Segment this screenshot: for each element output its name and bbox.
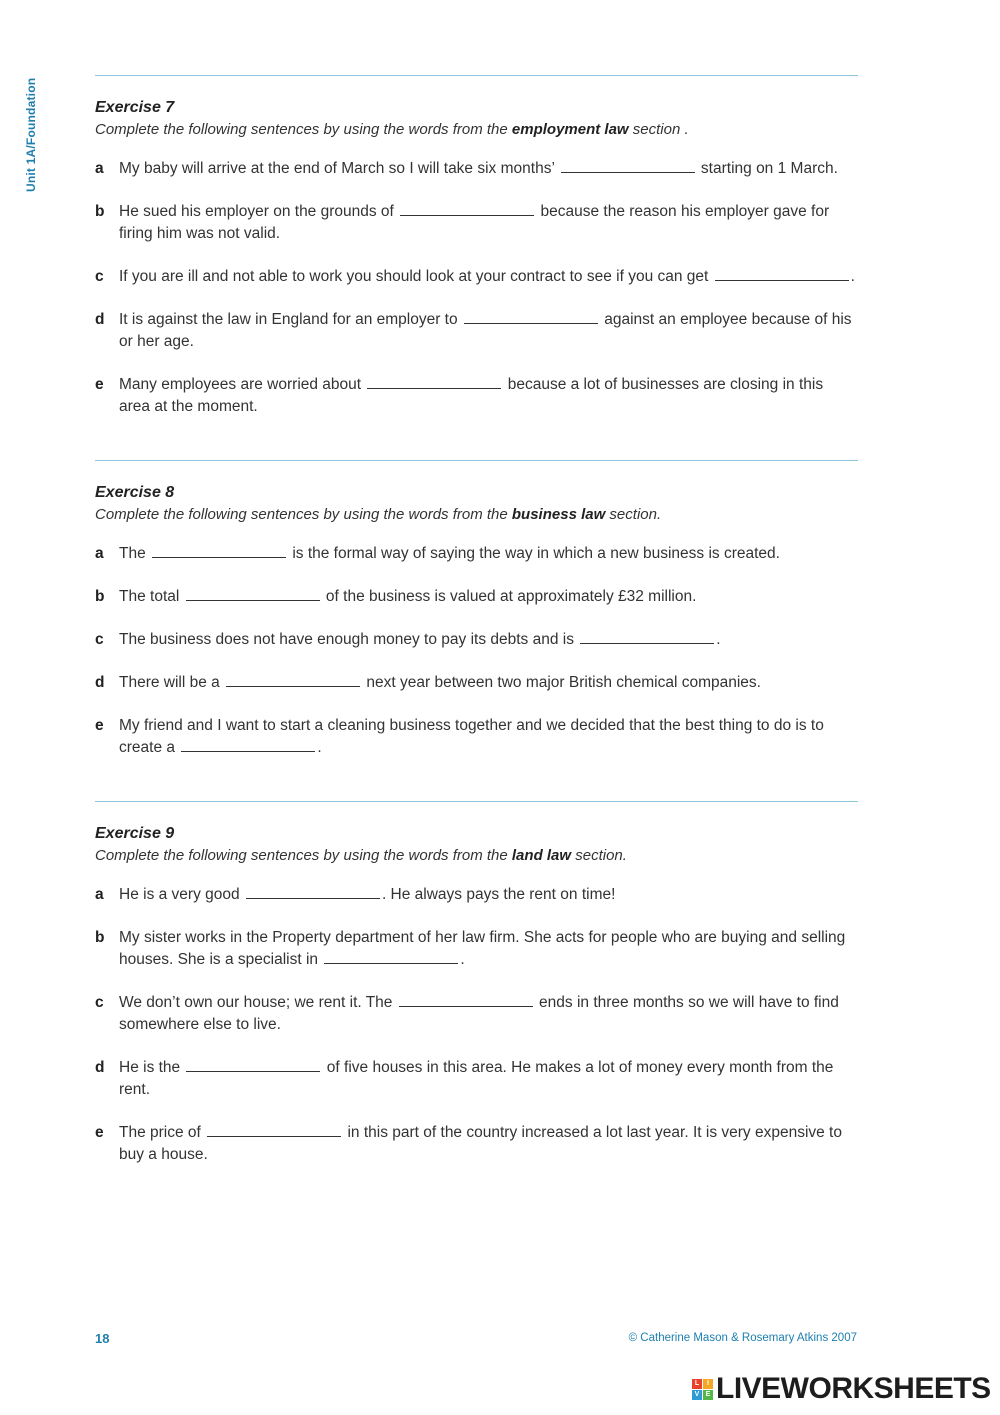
exercise-title: Exercise 9 (95, 825, 175, 842)
question-letter: b (95, 588, 105, 605)
section-divider (95, 460, 858, 461)
exercise-title: Exercise 8 (95, 484, 175, 501)
question-letter: e (95, 717, 104, 734)
question-item: a My baby will arrive at the end of March so I will take six months’ starting on 1 March. (95, 158, 858, 180)
brand-wordmark: LIVEWORKSHEETS (716, 1372, 991, 1405)
exercise-instruction: Complete the following sentences by using the words from the employment law section . (95, 121, 689, 138)
answer-blank[interactable] (246, 884, 380, 899)
question-item: b The total of the business is valued at approximately £32 million. (95, 586, 858, 608)
exercise-8 (95, 460, 858, 759)
answer-blank[interactable] (207, 1122, 341, 1137)
exercise-title: Exercise 7 (95, 99, 175, 116)
exercise-7 (95, 75, 858, 418)
section-divider (95, 801, 858, 802)
answer-blank[interactable] (464, 309, 598, 324)
answer-blank[interactable] (561, 158, 695, 173)
question-letter: d (95, 674, 105, 691)
answer-blank[interactable] (181, 737, 315, 752)
logo-tile: E (703, 1390, 713, 1400)
logo-tile: L (692, 1379, 702, 1389)
exercise-instruction: Complete the following sentences by using the words from the land law section. (95, 847, 627, 864)
question-item: b My sister works in the Property department of her law firm. She acts for people who are buying and selling houses. She is a specialist in . (95, 929, 846, 968)
question-item: d It is against the law in England for an employer to against an employee because of his or her age. (95, 311, 852, 350)
question-letter: b (95, 929, 105, 946)
question-letter: e (95, 376, 104, 393)
question-item: a The is the formal way of saying the way in which a new business is created. (95, 543, 858, 565)
answer-blank[interactable] (580, 629, 714, 644)
question-letter: d (95, 1059, 105, 1076)
question-letter: a (95, 886, 104, 903)
question-item: d He is the of five houses in this area. He makes a lot of money every month from the rent. (95, 1059, 834, 1098)
question-item: c If you are ill and not able to work you should look at your contract to see if you can get . (95, 266, 858, 288)
question-item: c We don’t own our house; we rent it. The ends in three months so we will have to find somewhere else to live. (95, 994, 839, 1033)
question-item: e The price of in this part of the country increased a lot last year. It is very expensive to buy a house. (95, 1124, 842, 1163)
question-letter: c (95, 994, 104, 1011)
question-letter: b (95, 203, 105, 220)
question-item: b He sued his employer on the grounds of because the reason his employer gave for firing him was not valid. (95, 203, 830, 242)
answer-blank[interactable] (186, 1057, 320, 1072)
liveworksheets-logo-icon (692, 1379, 713, 1400)
answer-blank[interactable] (186, 586, 320, 601)
answer-blank[interactable] (399, 992, 533, 1007)
answer-blank[interactable] (367, 374, 501, 389)
section-divider (95, 75, 858, 76)
question-item: a He is a very good . He always pays the rent on time! (95, 884, 858, 906)
exercise-9 (95, 801, 858, 1166)
logo-tile: I (703, 1379, 713, 1389)
answer-blank[interactable] (324, 949, 458, 964)
liveworksheets-brand[interactable] (692, 1372, 991, 1406)
copyright-notice: © Catherine Mason & Rosemary Atkins 2007 (628, 1332, 857, 1344)
exercise-instruction: Complete the following sentences by using the words from the business law section. (95, 506, 662, 523)
question-letter: c (95, 631, 104, 648)
question-item: d There will be a next year between two major British chemical companies. (95, 672, 858, 694)
unit-side-label: Unit 1A/Foundation (24, 77, 38, 192)
question-letter: a (95, 160, 104, 177)
answer-blank[interactable] (400, 201, 534, 216)
question-letter: a (95, 545, 104, 562)
answer-blank[interactable] (152, 543, 286, 558)
page-number: 18 (95, 1331, 110, 1346)
answer-blank[interactable] (715, 266, 849, 281)
question-item: e Many employees are worried about because a lot of businesses are closing in this area at the moment. (95, 376, 824, 415)
question-letter: e (95, 1124, 104, 1141)
answer-blank[interactable] (226, 672, 360, 687)
question-letter: c (95, 268, 104, 285)
question-item: c The business does not have enough money to pay its debts and is . (95, 629, 858, 651)
logo-tile: V (692, 1390, 702, 1400)
question-letter: d (95, 311, 105, 328)
question-item: e My friend and I want to start a cleaning business together and we decided that the best thing to do is to create a . (95, 717, 824, 756)
